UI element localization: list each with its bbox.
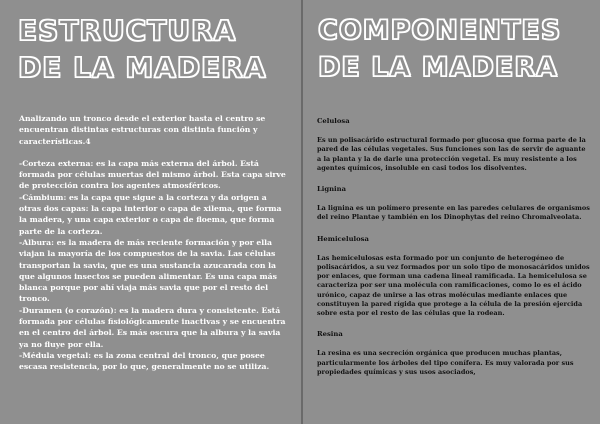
item-medula: -Médula vegetal: es la zona central del tronco, que posee escasa resistencia, por lo que, generalmente no se utiliza. bbox=[19, 350, 270, 372]
section-text-lignina: La lignina es un polímero presente en las paredes celulares de organismos del reino Plantae y también en los Dinophytas del reino Chromalveolata. bbox=[317, 204, 590, 222]
right-title-line2: DE LA MADERA bbox=[318, 52, 559, 83]
right-page bbox=[303, 0, 600, 424]
item-albura: -Albura: es la madera de más reciente formación y por ella viajan la mayoría de los compuestos de la savia. Las células transportan la savia, que es una sustancia azucarada con la que algunos insectos se pueden alimentar. Es una capa más blanca porque por ahí viaja más savia que por el resto del tronco. bbox=[19, 237, 277, 304]
section-text-hemicelulosa: Las hemicelulosas esta formado por un conjunto de heterogéneo de polisacáridos, a su vez formados por un solo tipo de monosacáridos unidos por enlaces, que forman una cadena lineal ramificada. La hemicelulosa se caracteriza por ser una molécula con ramificaciones, como lo es el ácido urónico, capaz de unirse a las otras moléculas mediante enlaces que constituyen la pared rígida que protege a la célula de la presión ejercida sobre esta por el resto de las células que la rodean. bbox=[317, 253, 590, 318]
section-text-resina: La resina es una secreción orgánica que producen muchas plantas, particularmente los árboles del tipo conífera. Es muy valorada por sus propiedades químicas y sus usos asociados, bbox=[317, 349, 574, 376]
left-body bbox=[19, 113, 291, 373]
left-title-line1: ESTRUCTURA bbox=[18, 14, 237, 47]
section-title-resina: Resina bbox=[317, 330, 343, 339]
intro-paragraph: Analizando un tronco desde el exterior hasta el centro se encuentran distintas estructuras con distinta función y características.4 bbox=[19, 114, 266, 146]
right-body bbox=[317, 117, 590, 389]
section-text-celulosa: Es un polisacárido estructural formado por glucosa que forma parte de la pared de las células vegetales. Sus funciones son las de servir de aguante a la planta y la de darle una protección vegetal. Es muy resistente a los agentes químicos, insoluble en casi todos los disolventes. bbox=[317, 136, 586, 172]
left-title-line2: DE LA MADERA bbox=[18, 51, 267, 84]
section-title-hemicelulosa: Hemicelulosa bbox=[317, 234, 369, 243]
item-duramen: -Duramen (o corazón): es la madera dura y consistente. Está formada por células fisiológicamente inactivas y se encuentra en el centro del árbol. Es más oscura que la albura y la savia ya no fluye por ella. bbox=[19, 305, 286, 349]
right-title-line1: COMPONENTES bbox=[318, 15, 562, 46]
item-corteza: -Corteza externa: es la capa más externa del árbol. Está formada por células muertas del mismo árbol. Esta capa sirve de protección contra los agentes atmosféricos. bbox=[19, 158, 286, 191]
right-title bbox=[303, 0, 600, 86]
left-title bbox=[0, 0, 301, 86]
item-cambium: -Cámbium: es la capa que sigue a la corteza y da origen a otras dos capas: la capa interior o capa de xilema, que forma la madera, y una capa exterior o capa de floema, que forma parte de la corteza. bbox=[19, 192, 282, 236]
section-title-celulosa: Celulosa bbox=[317, 117, 350, 125]
section-title-lignina: Lignina bbox=[317, 185, 346, 194]
